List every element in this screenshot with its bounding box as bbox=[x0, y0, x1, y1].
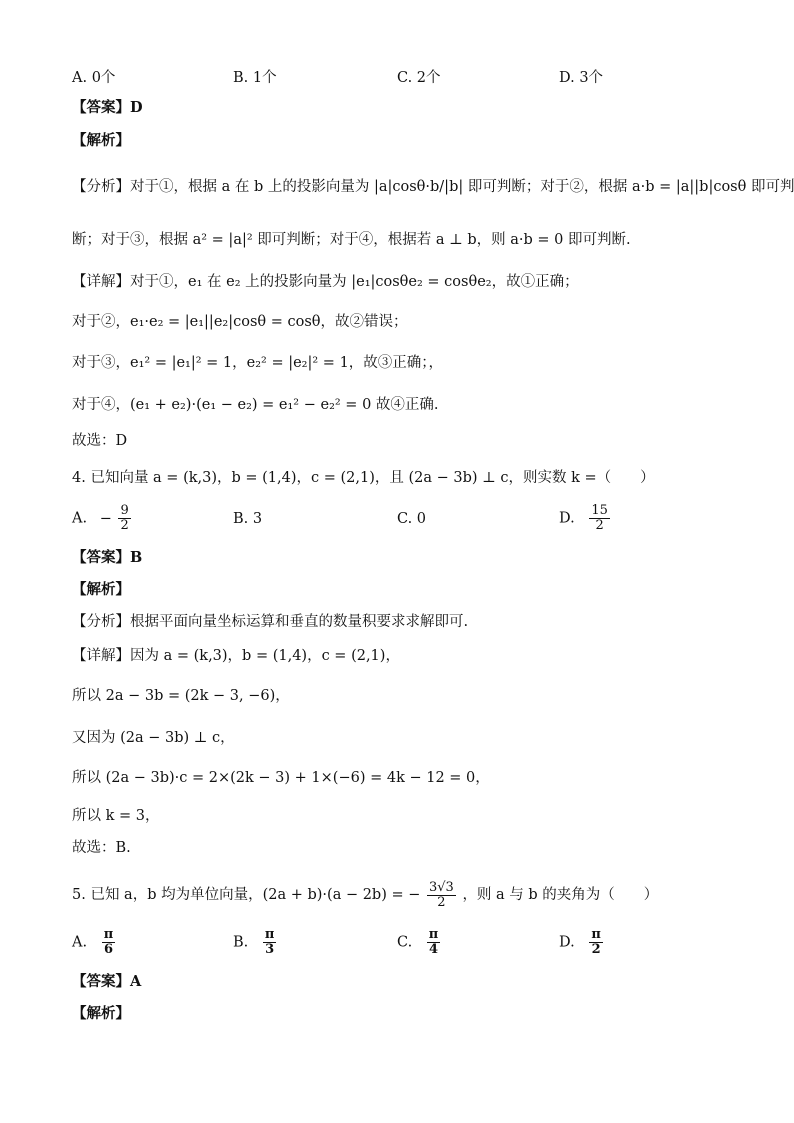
q5-option-d-label: D. bbox=[559, 934, 575, 951]
q5-stem bbox=[72, 880, 754, 910]
q4-detail-line-4: 所以 (2a − 3b)·c = 2×(2k − 3) + 1×(−6) = 4k − 12 = 0， bbox=[72, 770, 490, 786]
q4-option-a-sign: − bbox=[99, 510, 112, 527]
q5-option-a-numerator: π bbox=[103, 927, 114, 942]
q5-option-c-denominator: 4 bbox=[429, 942, 439, 957]
q3-option-c: C. 2个 bbox=[397, 70, 441, 86]
q5-option-c-fraction bbox=[427, 928, 441, 957]
q5-option-a-label: A. bbox=[72, 934, 88, 951]
q5-stem-denominator: 2 bbox=[437, 894, 446, 910]
q4-option-a-label: A. bbox=[72, 510, 88, 527]
q5-option-d-fraction bbox=[589, 928, 603, 957]
q3-option-d: D. 3个 bbox=[559, 70, 604, 86]
q4-stem: 4. 已知向量 a = (k,3)，b = (1,4)，c = (2,1)，且 (2a − 3b) ⊥ c，则实数 k =（ ） bbox=[72, 470, 655, 486]
q5-option-a-denominator: 6 bbox=[103, 942, 113, 957]
q4-detail-line-3: 又因为 (2a − 3b) ⊥ c， bbox=[72, 730, 235, 746]
q4-option-a-fraction bbox=[118, 504, 130, 533]
q4-choose: 故选：B. bbox=[72, 840, 131, 856]
q4-option-d-fraction bbox=[589, 504, 610, 533]
q5-option-b bbox=[233, 928, 278, 957]
q3-option-a: A. 0个 bbox=[72, 70, 116, 86]
q5-stem-numerator: 3√3 bbox=[429, 879, 454, 895]
q5-options bbox=[72, 928, 752, 964]
q3-answer: 【答案】D bbox=[72, 99, 143, 116]
q4-option-a-denominator: 2 bbox=[120, 518, 129, 533]
q3-choose: 故选：D bbox=[72, 433, 128, 449]
q4-answer: 【答案】B bbox=[72, 549, 143, 566]
q5-option-b-numerator: π bbox=[264, 927, 275, 942]
q5-stem-suffix: ，则 a 与 b 的夹角为（ ） bbox=[462, 887, 659, 903]
q4-option-a-numerator: 9 bbox=[120, 503, 129, 518]
q3-analysis-line-2: 断；对于③，根据 a² = |a|² 即可判断；对于④，根据若 a ⊥ b，则 a·b = 0 即可判断. bbox=[72, 232, 631, 248]
q4-option-c: C. 0 bbox=[397, 511, 427, 527]
q5-stem-fraction bbox=[427, 881, 456, 910]
q4-detail-line-1: 【详解】因为 a = (k,3)，b = (1,4)，c = (2,1)， bbox=[72, 648, 400, 664]
q4-option-d-denominator: 2 bbox=[595, 518, 604, 533]
q5-stem-prefix: 5. 已知 a，b 均为单位向量，(2a + b)·(a − 2b) = − bbox=[72, 887, 421, 903]
q3-detail-line-4: 对于④，(e₁ + e₂)·(e₁ − e₂) = e₁² − e₂² = 0 故④正确. bbox=[72, 397, 439, 413]
q3-detail-line-1: 【详解】对于①，e₁ 在 e₂ 上的投影向量为 |e₁|cosθe₂ = cosθe₂，故①正确； bbox=[72, 274, 579, 290]
q4-option-b: B. 3 bbox=[233, 511, 263, 527]
q4-analysis: 【分析】根据平面向量坐标运算和垂直的数量积要求求解即可. bbox=[72, 614, 469, 630]
q5-jiexi-heading: 【解析】 bbox=[72, 1005, 130, 1022]
q3-detail-line-3: 对于③，e₁² = |e₁|² = 1，e₂² = |e₂|² = 1，故③正确；， bbox=[72, 355, 444, 371]
q4-detail-line-2: 所以 2a − 3b = (2k − 3, −6)， bbox=[72, 688, 290, 704]
q4-jiexi-heading: 【解析】 bbox=[72, 581, 130, 598]
q4-option-d-numerator: 15 bbox=[591, 503, 608, 518]
q5-option-d bbox=[559, 928, 605, 957]
q5-option-b-label: B. bbox=[233, 934, 249, 951]
q5-option-c-numerator: π bbox=[428, 927, 439, 942]
q5-option-c bbox=[397, 928, 442, 957]
q3-option-b: B. 1个 bbox=[233, 70, 277, 86]
q5-option-b-denominator: 3 bbox=[265, 942, 275, 957]
q5-option-a bbox=[72, 928, 117, 957]
q3-analysis-line-1: 【分析】对于①，根据 a 在 b 上的投影向量为 |a|cosθ·b/|b| 即可判断；对于②，根据 a·b = |a||b|cosθ 即可判 bbox=[72, 179, 794, 195]
q4-option-d bbox=[559, 504, 612, 533]
q5-option-c-label: C. bbox=[397, 934, 413, 951]
q4-option-d-label: D. bbox=[559, 510, 575, 527]
q5-option-a-fraction bbox=[102, 928, 116, 957]
q4-option-a bbox=[72, 504, 133, 533]
q3-options bbox=[72, 66, 752, 90]
q3-detail-line-2: 对于②，e₁·e₂ = |e₁||e₂|cosθ = cosθ，故②错误； bbox=[72, 314, 408, 330]
q5-option-b-fraction bbox=[263, 928, 277, 957]
q3-jiexi-heading: 【解析】 bbox=[72, 132, 130, 149]
q4-options bbox=[72, 504, 752, 538]
q4-detail-line-5: 所以 k = 3， bbox=[72, 808, 160, 824]
q5-option-d-numerator: π bbox=[591, 927, 601, 942]
q5-option-d-denominator: 2 bbox=[591, 942, 601, 957]
q5-answer: 【答案】A bbox=[72, 973, 142, 990]
